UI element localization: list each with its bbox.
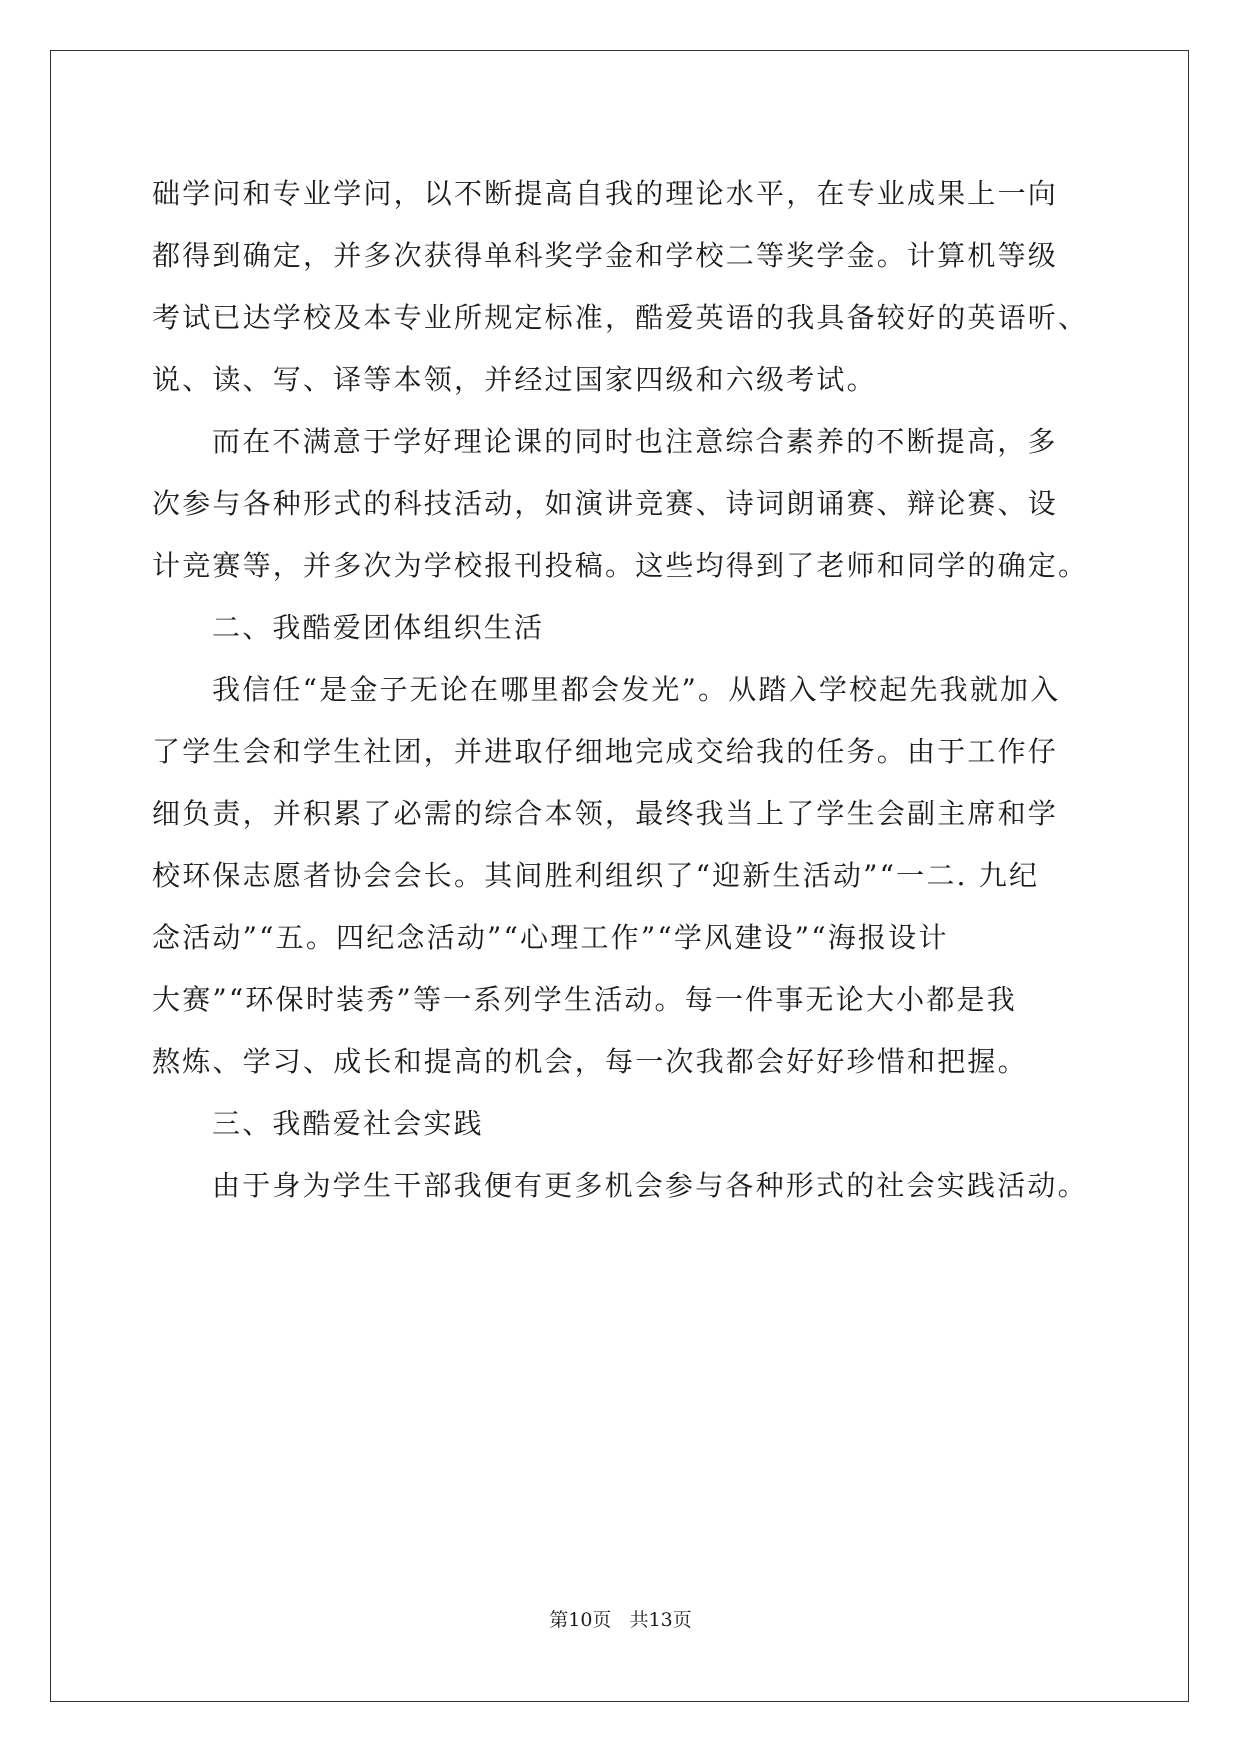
paragraph-line: 校环保志愿者协会会长。其间胜利组织了“迎新生活动”“一二. 九纪 — [152, 859, 1040, 892]
paragraph-line: 次参与各种形式的科技活动，如演讲竞赛、诗词朗诵赛、辩论赛、设 — [152, 487, 1059, 520]
paragraph-line: 大赛”“环保时装秀”等一系列学生活动。每一件事无论大小都是我 — [152, 983, 1017, 1016]
section-heading: 二、我酷爱团体组织生活 — [212, 611, 545, 644]
current-page-label: 第10页 — [549, 1609, 612, 1631]
page-footer — [0, 1608, 1241, 1632]
paragraph-line: 说、读、写、译等本领，并经过国家四级和六级考试。 — [152, 363, 877, 396]
document-body — [152, 163, 1092, 1217]
total-pages-label: 共13页 — [629, 1609, 692, 1631]
paragraph-line: 础学问和专业学问，以不断提高自我的理论水平，在专业成果上一向 — [152, 177, 1059, 210]
paragraph-line: 了学生会和学生社团，并进取仔细地完成交给我的任务。由于工作仔 — [152, 735, 1059, 768]
paragraph-line: 都得到确定，并多次获得单科奖学金和学校二等奖学金。计算机等级 — [152, 239, 1059, 272]
paragraph-line: 计竞赛等，并多次为学校报刊投稿。这些均得到了老师和同学的确定。 — [152, 549, 1089, 582]
paragraph-line: 考试已达学校及本专业所规定标准，酷爱英语的我具备较好的英语听、 — [152, 301, 1089, 334]
paragraph-line: 熬炼、学习、成长和提高的机会，每一次我都会好好珍惜和把握。 — [152, 1045, 1028, 1078]
paragraph-line: 而在不满意于学好理论课的同时也注意综合素养的不断提高，多 — [212, 425, 1058, 458]
section-heading: 三、我酷爱社会实践 — [212, 1107, 484, 1140]
paragraph-line: 念活动”“五。四纪念活动”“心理工作”“学风建设”“海报设计 — [152, 921, 949, 954]
paragraph-line: 由于身为学生干部我便有更多机会参与各种形式的社会实践活动。 — [212, 1169, 1088, 1202]
paragraph-line: 我信任“是金子无论在哪里都会发光”。从踏入学校起先我就加入 — [212, 673, 1061, 706]
paragraph-line: 细负责，并积累了必需的综合本领，最终我当上了学生会副主席和学 — [152, 797, 1059, 830]
